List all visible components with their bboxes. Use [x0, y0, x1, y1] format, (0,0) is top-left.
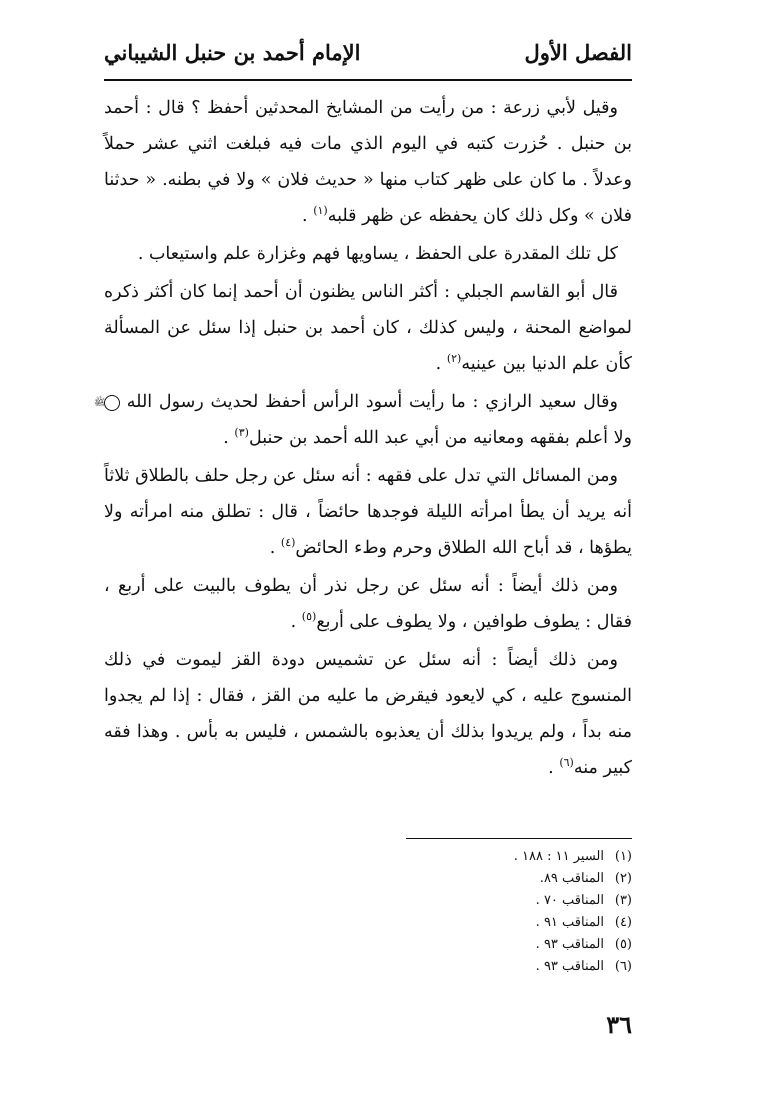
footnote-number: (١) — [614, 849, 632, 864]
book-title: الإمام أحمد بن حنبل الشيباني — [104, 40, 361, 65]
paragraph-end: . — [435, 354, 442, 374]
paragraph — [104, 90, 632, 234]
footnote — [406, 846, 632, 868]
paragraph-end: . — [290, 612, 297, 632]
footnote-text: المناقب ٨٩. — [539, 871, 604, 886]
paragraph-end: . — [548, 758, 554, 778]
footnote-number: (٤) — [614, 915, 632, 930]
footnote — [406, 890, 632, 912]
salla-symbol: ﷺ — [104, 395, 120, 411]
footnote-rule — [406, 838, 632, 839]
paragraph — [94, 384, 632, 456]
paragraph-end: . — [223, 428, 229, 448]
paragraph — [104, 458, 632, 566]
footnote-ref: (٢) — [446, 352, 462, 366]
paragraph-text: ومن المسائل التي تدل على فقهه : أنه سئل عن رجل حلف بالطلاق ثلاثاً أنه يريد أن يطأ امرأته الليلة فوجدها حائضاً ، قال : تطلق منه امرأته ولا يطؤها ، قد أباح الله الطلاق وحرم وطء الحائض — [104, 466, 632, 558]
footnotes — [406, 846, 632, 978]
paragraph-text: قال أبو القاسم الجبلي : أكثر الناس يظنون أن أحمد إنما كان أكثر ذكره لمواضع المحنة ، وليس كذلك ، كان أحمد بن حنبل إذا سئل عن المسألة كأن علم الدنيا بين عينيه — [104, 282, 632, 374]
footnote-ref: (٦) — [559, 756, 574, 770]
footnote-ref: (٤) — [280, 536, 296, 550]
paragraph — [104, 642, 632, 786]
paragraph — [104, 568, 632, 640]
page-number: ٣٦ — [606, 1010, 632, 1039]
footnote-number: (٦) — [614, 959, 632, 974]
footnote-number: (٣) — [614, 893, 632, 908]
footnote-number: (٥) — [614, 937, 632, 952]
footnote-number: (٢) — [614, 871, 632, 886]
chapter-title: الفصل الأول — [524, 40, 632, 65]
footnote — [406, 934, 632, 956]
paragraph-text: كل تلك المقدرة على الحفظ ، يساويها فهم وغزارة علم واستيعاب . — [137, 244, 618, 264]
paragraph-text: وقيل لأبي زرعة : من رأيت من المشايخ المحدثين أحفظ ؟ قال : أحمد بن حنبل . حُزرت كتبه في اليوم الذي مات فيه فبلغت اثني عشر حملاً وعدلاً . ما كان على ظهر كتاب منها « حديث فلان » ولا في بطنه. « حدثنا فلان » وكل ذلك كان يحفظه عن ظهر قلبه — [104, 98, 632, 226]
paragraph-text: وقال سعيد الرازي : ما رأيت أسود الرأس أحفظ لحديث رسول الله — [126, 392, 618, 412]
footnote — [406, 868, 632, 890]
footnote-ref: (٥) — [301, 610, 317, 624]
footnote-text: السير ١١ : ١٨٨ . — [513, 849, 604, 864]
footnote-text: المناقب ٧٠ . — [535, 893, 604, 908]
header-rule — [104, 79, 632, 81]
paragraph-text: ومن ذلك أيضاً : أنه سئل عن تشميس دودة القز ليموت في ذلك المنسوج عليه ، كي لايعود فيقرض ما عليه من القز ، فقال : إذا لم يجدوا منه بداً ، ولم يريدوا بذلك أن يعذبوه بالشمس ، فليس به بأس . وهذا فقه كبير منه — [104, 650, 632, 778]
paragraph-end: . — [269, 538, 276, 558]
footnote — [406, 956, 632, 978]
paragraph — [104, 274, 632, 382]
footnote-text: المناقب ٩٣ . — [535, 959, 604, 974]
footnote-text: المناقب ٩١ . — [535, 915, 604, 930]
footnote-ref: (٣) — [234, 426, 249, 440]
footnote — [406, 912, 632, 934]
footnote-ref: (١) — [313, 204, 328, 218]
main-text — [94, 90, 632, 788]
footnote-text: المناقب ٩٣ . — [535, 937, 604, 952]
paragraph-end: . — [302, 206, 308, 226]
paragraph — [104, 236, 632, 272]
paragraph-text: ومن ذلك أيضاً : أنه سئل عن رجل نذر أن يطوف بالبيت على أربع ، فقال : يطوف طوافين ، ولا يطوف على أربع — [104, 576, 632, 632]
running-header — [104, 38, 632, 78]
paragraph-text: ولا أعلم بفقهه ومعانيه من أبي عبد الله أحمد بن حنبل — [248, 428, 632, 448]
